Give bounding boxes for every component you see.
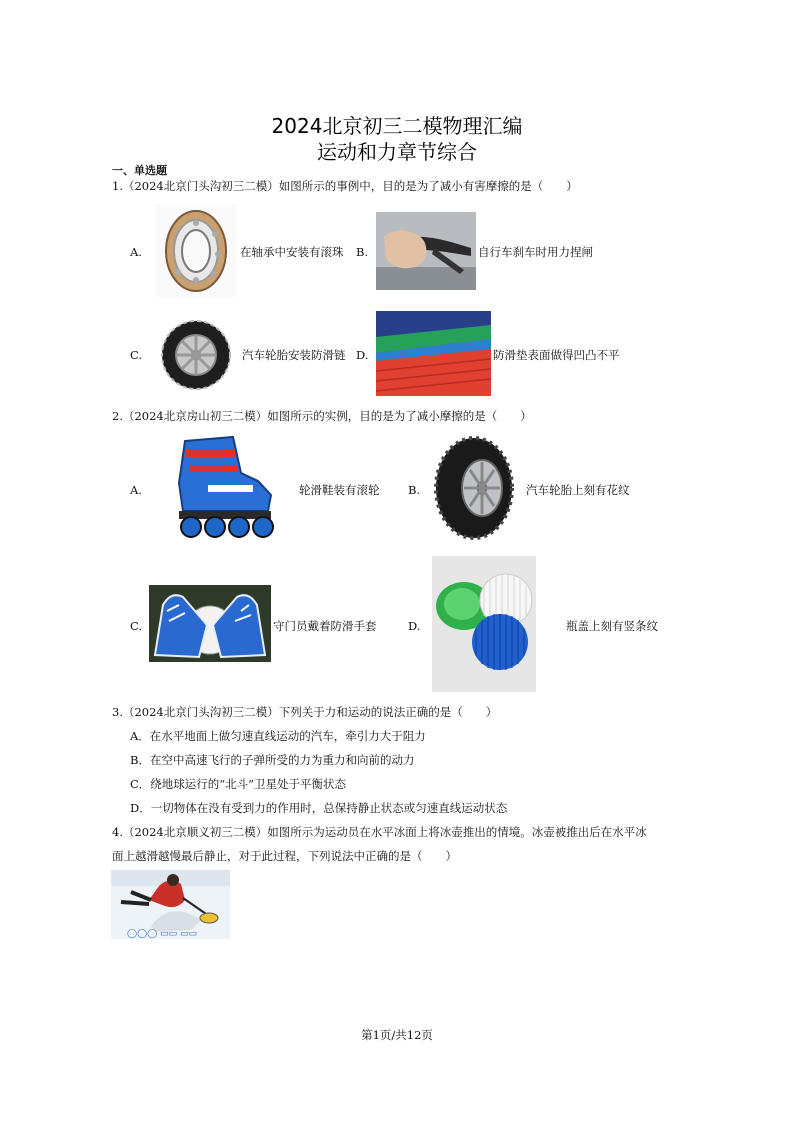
q1-option-d-letter: D. [356,348,369,362]
svg-text:◯◯◯ ▭▭ ▭▭: ◯◯◯ ▭▭ ▭▭ [127,929,197,939]
tire-chain-image [159,318,233,392]
q3-stem: 3.（2024北京门头沟初三二模）下列关于力和运动的说法正确的是（ ） [112,705,498,719]
q1-stem: 1.（2024北京门头沟初三二模）如图所示的事例中，目的是为了减小有害摩擦的是（ ） [112,179,578,193]
q2-option-d-text: 瓶盖上刻有竖条纹 [566,619,658,633]
q2-option-a-text: 轮滑鞋装有滚轮 [299,483,380,497]
bike-brake-image [376,212,476,290]
q1-option-c-letter: C. [130,348,143,362]
q2-option-b-text: 汽车轮胎上刻有花纹 [526,483,630,497]
q2-stem: 2.（2024北京房山初三二模）如图所示的实例，目的是为了减小摩擦的是（ ） [112,409,532,423]
q1-option-d-text: 防滑垫表面做得凹凸不平 [493,348,620,362]
q3-option-a: A．在水平地面上做匀速直线运动的汽车，牵引力大于阻力 [130,729,426,743]
q2-option-b-letter: B. [408,483,421,497]
q1-option-a-text: 在轴承中安装有滚珠 [240,245,344,259]
document-subtitle: 运动和力章节综合 [317,140,477,164]
q2-option-c-letter: C. [130,619,143,633]
goalkeeper-gloves-image [149,585,271,662]
curling-image [111,870,230,939]
q3-option-c: C．绕地球运行的“北斗”卫星处于平衡状态 [130,777,347,791]
q3-option-d: D．一切物体在没有受到力的作用时，总保持静止状态或匀速直线运动状态 [130,801,508,815]
document-title: 2024北京初三二模物理汇编 [271,114,523,138]
bottle-caps-image [432,556,536,692]
anti-slip-mat-image [376,311,491,396]
roller-skate-image [163,433,281,541]
q1-option-a-letter: A. [130,245,142,259]
q2-option-a-letter: A. [130,483,142,497]
q4-stem-line2: 面上越滑越慢最后静止，对于此过程，下列说法中正确的是（ ） [112,849,457,863]
q3-option-b: B．在空中高速飞行的子弹所受的力为重力和向前的动力 [130,753,415,767]
section-heading: 一、单选题 [112,164,167,177]
q1-option-b-letter: B. [356,245,369,259]
q2-option-c-text: 守门员戴着防滑手套 [273,619,377,633]
q2-option-d-letter: D. [408,619,421,633]
q4-stem-line1: 4.（2024北京顺义初三二模）如图所示为运动员在水平冰面上将冰壶推出的情境。冰壶被推出后在水平冰 [112,825,647,839]
car-tire-image [434,436,514,540]
q1-option-c-text: 汽车轮胎安装防滑链 [242,348,346,362]
page-footer: 第1页/共12页 [361,1028,433,1042]
bearing-image [155,204,237,297]
q1-option-b-text: 自行车刹车时用力捏闸 [478,245,593,259]
